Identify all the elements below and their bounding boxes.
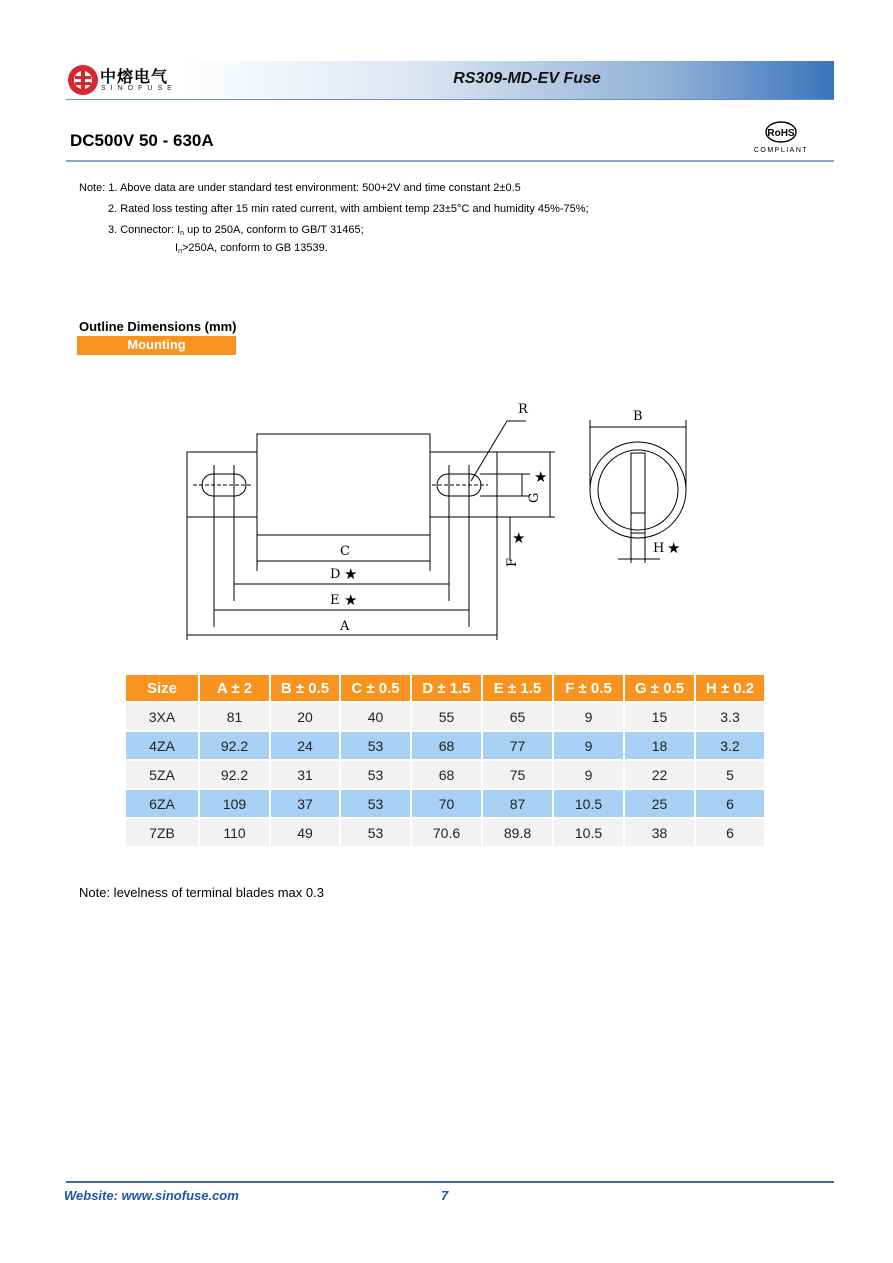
note-4-prefix: I bbox=[175, 242, 179, 254]
table-cell: 77 bbox=[482, 731, 553, 760]
star-f: ★ bbox=[512, 529, 526, 547]
note-3 bbox=[108, 224, 364, 237]
end-view-blade bbox=[631, 453, 645, 533]
star-h: ★ bbox=[667, 539, 681, 557]
table-cell: 9 bbox=[553, 760, 624, 789]
star-e: ★ bbox=[344, 591, 358, 609]
label-r: R bbox=[518, 402, 528, 417]
header-title: RS309-MD-EV Fuse bbox=[453, 70, 601, 87]
col-header: D ± 1.5 bbox=[411, 675, 482, 702]
rohs-icon bbox=[752, 120, 810, 160]
col-header: F ± 0.5 bbox=[553, 675, 624, 702]
table-cell: 20 bbox=[270, 702, 340, 731]
note-2: 2. Rated loss testing after 15 min rated current, with ambient temp 23±5°C and humidity 45%-75%; bbox=[108, 203, 589, 215]
table-cell: 92.2 bbox=[199, 731, 270, 760]
table-cell: 49 bbox=[270, 818, 340, 846]
table-row bbox=[126, 702, 765, 731]
mounting-tab: Mounting bbox=[77, 336, 236, 355]
table-cell-size: 6ZA bbox=[126, 789, 199, 818]
table-cell: 68 bbox=[411, 731, 482, 760]
label-g: G bbox=[527, 492, 542, 503]
table-cell: 10.5 bbox=[553, 818, 624, 846]
note-4 bbox=[175, 242, 328, 255]
header-underline bbox=[66, 99, 834, 100]
label-d: D bbox=[330, 567, 341, 582]
footer-website: Website: www.sinofuse.com bbox=[64, 1188, 239, 1203]
label-f: F bbox=[505, 557, 520, 567]
table-cell: 92.2 bbox=[199, 760, 270, 789]
table-cell: 110 bbox=[199, 818, 270, 846]
table-cell: 24 bbox=[270, 731, 340, 760]
label-b: B bbox=[633, 409, 643, 424]
label-e: E bbox=[330, 593, 340, 608]
table-cell: 70.6 bbox=[411, 818, 482, 846]
table-cell: 81 bbox=[199, 702, 270, 731]
table-cell: 53 bbox=[340, 818, 411, 846]
table-cell: 65 bbox=[482, 702, 553, 731]
table-cell: 9 bbox=[553, 731, 624, 760]
outline-heading: Outline Dimensions (mm) bbox=[79, 319, 237, 334]
table-cell: 6 bbox=[695, 789, 765, 818]
table-cell: 3.2 bbox=[695, 731, 765, 760]
fuse-body bbox=[257, 434, 430, 535]
col-header: H ± 0.2 bbox=[695, 675, 765, 702]
table-cell-size: 3XA bbox=[126, 702, 199, 731]
table-cell: 75 bbox=[482, 760, 553, 789]
label-h: H bbox=[653, 541, 665, 556]
col-header: C ± 0.5 bbox=[340, 675, 411, 702]
table-header-row bbox=[126, 675, 765, 702]
table-cell-size: 7ZB bbox=[126, 818, 199, 846]
note-3-prefix: 3. Connector: I bbox=[108, 224, 181, 236]
table-cell: 15 bbox=[624, 702, 695, 731]
label-a: A bbox=[340, 619, 350, 634]
table-cell: 55 bbox=[411, 702, 482, 731]
star-g: ★ bbox=[534, 468, 548, 486]
table-cell: 10.5 bbox=[553, 789, 624, 818]
header-band bbox=[180, 61, 834, 100]
col-header: E ± 1.5 bbox=[482, 675, 553, 702]
table-cell: 53 bbox=[340, 760, 411, 789]
table-cell: 37 bbox=[270, 789, 340, 818]
table-cell: 22 bbox=[624, 760, 695, 789]
page-number: 7 bbox=[441, 1188, 449, 1203]
col-header: A ± 2 bbox=[199, 675, 270, 702]
table-row bbox=[126, 731, 765, 760]
sinofuse-logo-icon bbox=[66, 62, 102, 98]
left-blade bbox=[187, 452, 257, 517]
table-cell-size: 4ZA bbox=[126, 731, 199, 760]
star-d: ★ bbox=[344, 565, 358, 583]
footer-rule bbox=[66, 1181, 834, 1183]
note-4-suffix: >250A, conform to GB 13539. bbox=[181, 242, 328, 254]
rohs-mark: RoHS bbox=[767, 128, 795, 139]
outline-drawing bbox=[180, 395, 700, 645]
label-c: C bbox=[340, 544, 350, 559]
note-4-sub: n bbox=[178, 248, 182, 255]
title-rule bbox=[66, 160, 834, 162]
rohs-caption: COMPLIANT bbox=[753, 147, 809, 154]
col-header: Size bbox=[126, 675, 199, 702]
table-cell: 68 bbox=[411, 760, 482, 789]
table-row bbox=[126, 789, 765, 818]
table-cell: 3.3 bbox=[695, 702, 765, 731]
note-levelness: Note: levelness of terminal blades max 0.3 bbox=[79, 885, 324, 900]
doc-title: DC500V 50 - 630A bbox=[70, 131, 214, 150]
table-cell: 109 bbox=[199, 789, 270, 818]
table-cell: 9 bbox=[553, 702, 624, 731]
table-cell: 70 bbox=[411, 789, 482, 818]
table-cell: 38 bbox=[624, 818, 695, 846]
table-cell: 6 bbox=[695, 818, 765, 846]
dimension-table bbox=[126, 675, 766, 846]
table-cell: 25 bbox=[624, 789, 695, 818]
note-3-suffix: up to 250A, conform to GB/T 31465; bbox=[184, 224, 364, 236]
table-row bbox=[126, 760, 765, 789]
table-cell: 5 bbox=[695, 760, 765, 789]
table-cell: 40 bbox=[340, 702, 411, 731]
table-row bbox=[126, 818, 765, 846]
table-cell: 18 bbox=[624, 731, 695, 760]
table-cell: 87 bbox=[482, 789, 553, 818]
table-cell: 53 bbox=[340, 789, 411, 818]
table-cell: 53 bbox=[340, 731, 411, 760]
col-header: G ± 0.5 bbox=[624, 675, 695, 702]
note-1: Note: 1. Above data are under standard test environment: 500+2V and time constant 2±0.5 bbox=[79, 182, 521, 194]
note-3-sub: n bbox=[180, 230, 185, 237]
end-view-outer bbox=[590, 442, 686, 538]
table-cell: 89.8 bbox=[482, 818, 553, 846]
col-header: B ± 0.5 bbox=[270, 675, 340, 702]
end-view-inner bbox=[598, 450, 678, 530]
logo-text-english: SINOFUSE bbox=[101, 85, 177, 92]
table-cell: 31 bbox=[270, 760, 340, 789]
table-cell-size: 5ZA bbox=[126, 760, 199, 789]
logo-text-chinese: 中熔电气 bbox=[100, 67, 169, 86]
